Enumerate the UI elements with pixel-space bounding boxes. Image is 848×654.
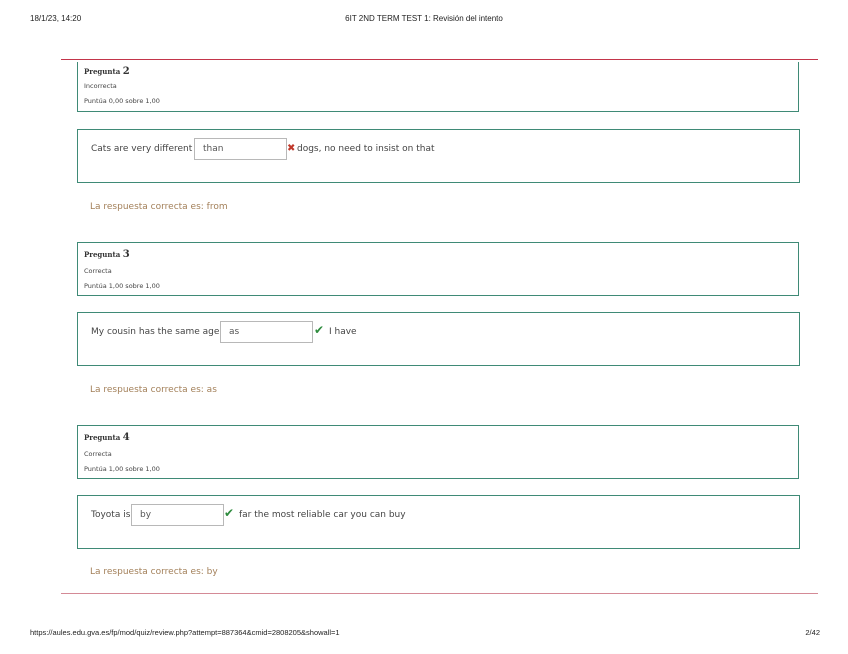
check-icon: ✔ [224, 506, 235, 520]
cross-icon: ✖ [287, 143, 296, 154]
answer-field[interactable]: than [194, 138, 287, 160]
correct-answer-feedback: La respuesta correcta es: from [90, 202, 228, 212]
question-number: 3 [122, 249, 130, 260]
question-grade: Puntúa 1,00 sobre 1,00 [84, 465, 160, 473]
question-title [84, 432, 130, 443]
question-content-2 [77, 129, 800, 183]
question-number: 4 [122, 432, 130, 443]
correct-answer-feedback: La respuesta correcta es: by [90, 567, 218, 577]
question-state: Correcta [84, 267, 112, 275]
question-state: Correcta [84, 450, 112, 458]
question-text-after: I have [329, 327, 357, 337]
question-label: Pregunta [84, 433, 121, 442]
answer-field[interactable]: by [131, 504, 224, 526]
answer-field[interactable]: as [220, 321, 313, 343]
question-text-after: far the most reliable car you can buy [239, 510, 406, 520]
question-text-before: My cousin has the same age [91, 327, 220, 337]
question-text-before: Cats are very different [91, 144, 193, 154]
print-date: 18/1/23, 14:20 [30, 14, 82, 23]
question-title [84, 66, 130, 77]
question-grade: Puntúa 0,00 sobre 1,00 [84, 97, 160, 105]
question-label: Pregunta [84, 67, 121, 76]
question-info-3 [77, 242, 799, 296]
print-header [0, 14, 848, 28]
question-info-4 [77, 425, 799, 479]
question-title [84, 249, 130, 260]
print-title: 6IT 2ND TERM TEST 1: Revisión del intento [345, 14, 503, 23]
correct-answer-feedback: La respuesta correcta es: as [90, 385, 217, 395]
question-state: Incorrecta [84, 82, 117, 90]
question-content-3 [77, 312, 800, 366]
question-number: 2 [122, 66, 130, 77]
question-content-4 [77, 495, 800, 549]
footer-url: https://aules.edu.gva.es/fp/mod/quiz/review.php?attempt=887364&cmid=2808205&showall=1 [30, 628, 340, 637]
page-number: 2/42 [805, 628, 820, 637]
bottom-divider [61, 593, 818, 594]
question-grade: Puntúa 1,00 sobre 1,00 [84, 282, 160, 290]
check-icon: ✔ [314, 323, 325, 337]
question-text-after: dogs, no need to insist on that [297, 144, 435, 154]
top-divider [61, 59, 818, 60]
question-label: Pregunta [84, 250, 121, 259]
question-text-before: Toyota is [91, 510, 131, 520]
question-info-2 [77, 62, 799, 112]
